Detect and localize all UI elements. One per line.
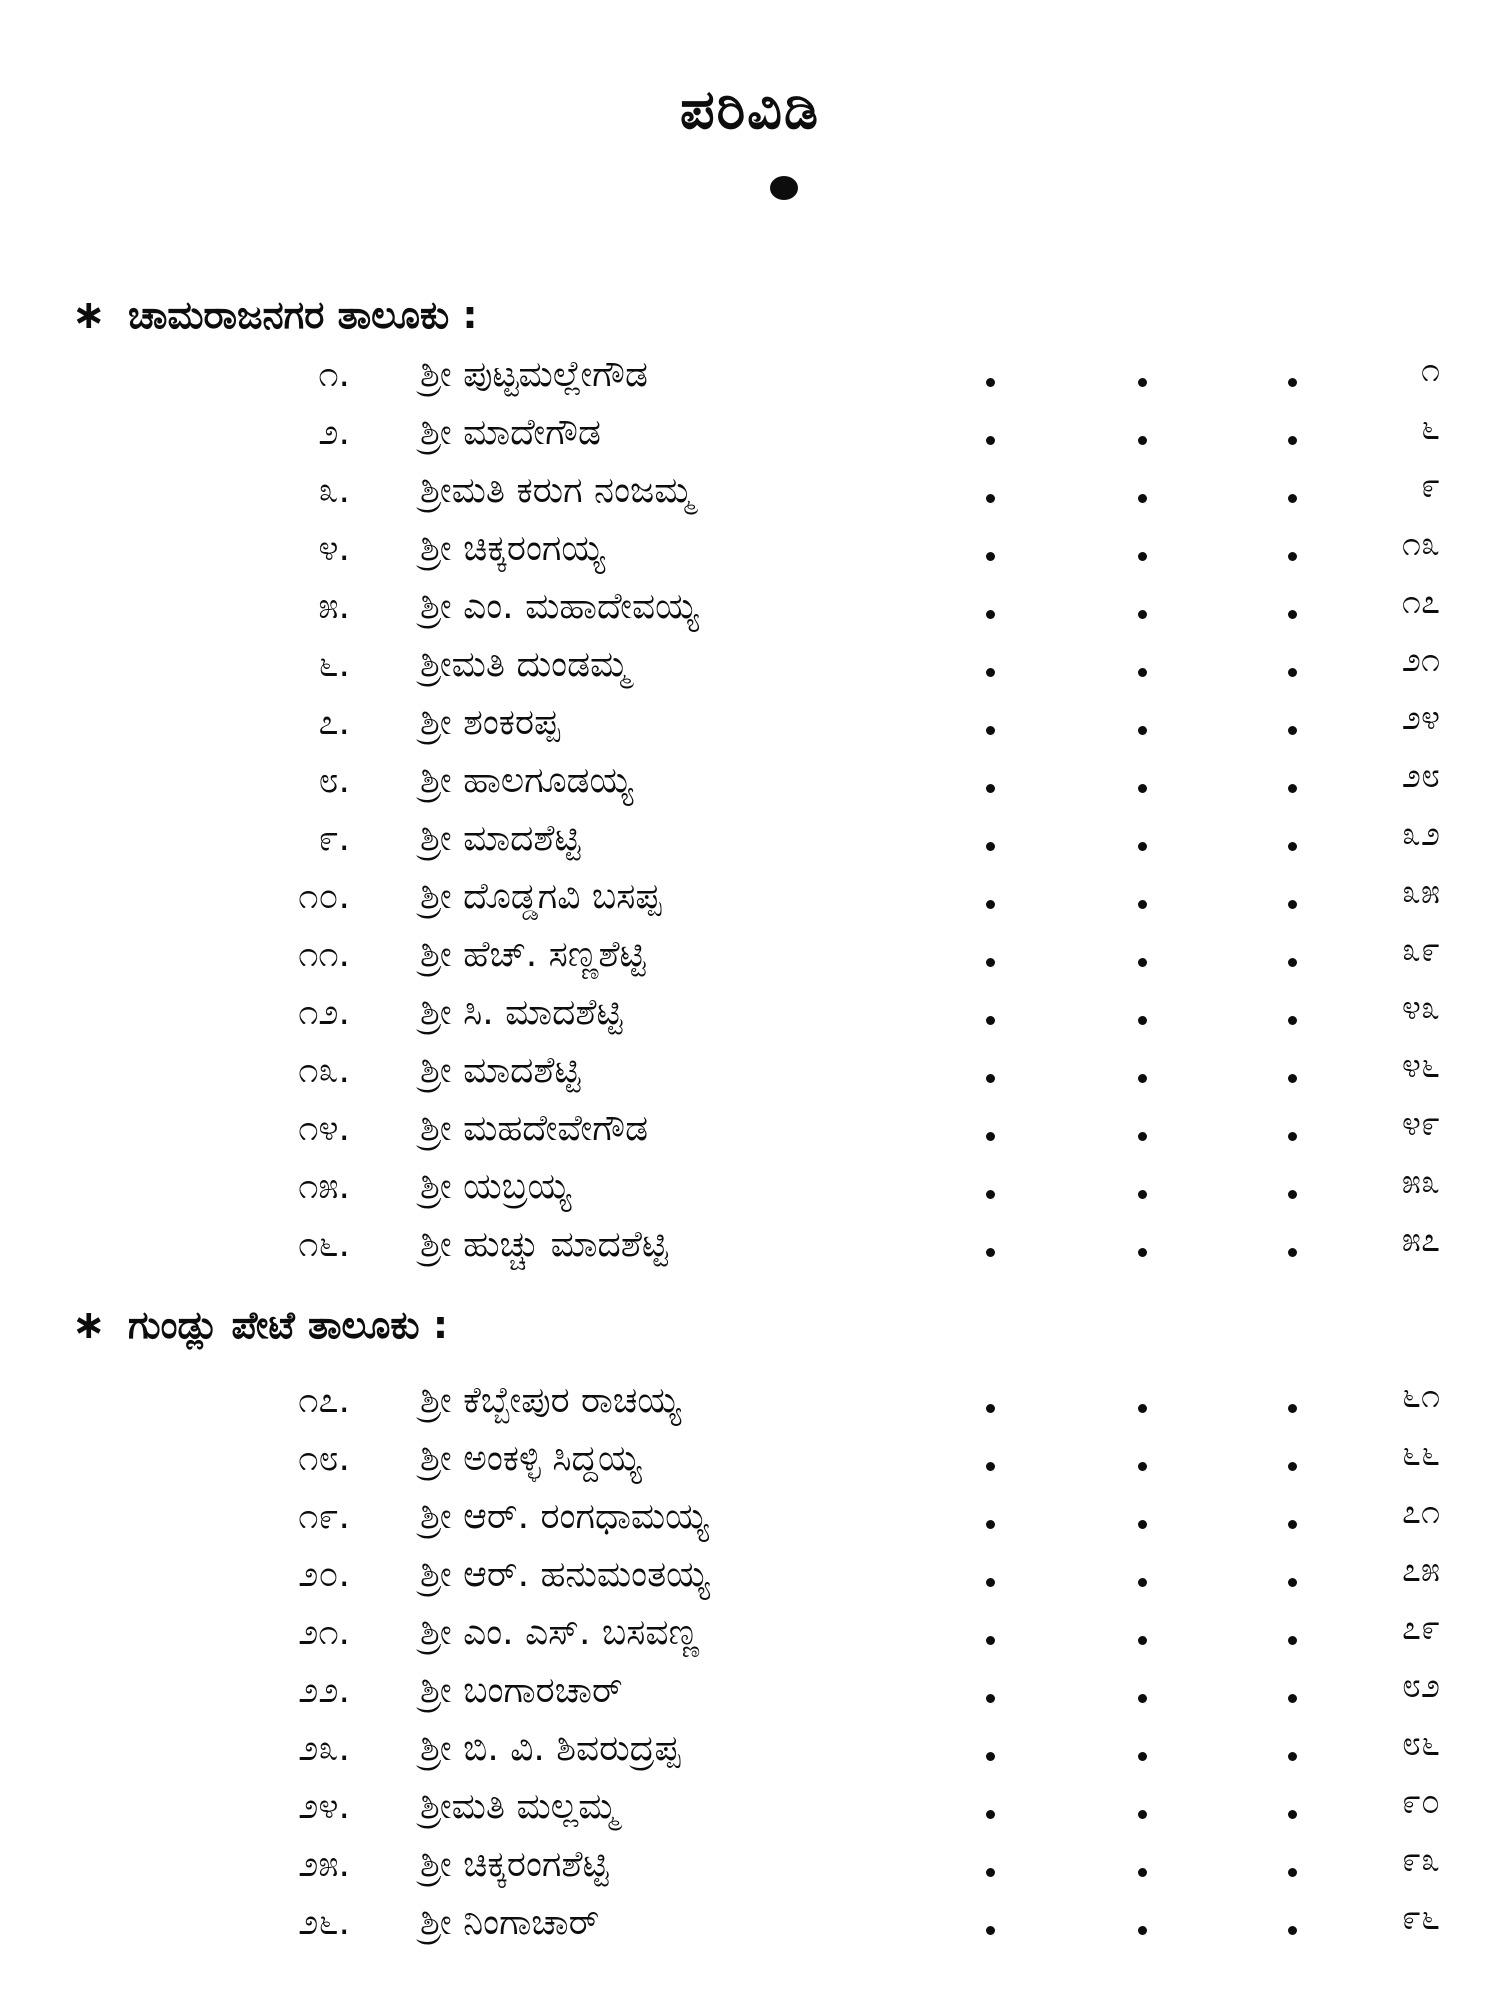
- leader-dot: [986, 1868, 995, 1877]
- entry-name: ಶ್ರೀ ಆರ್. ಹನುಮಂತಯ್ಯ: [420, 1554, 710, 1595]
- toc-entry[interactable]: [0, 1666, 1500, 1728]
- toc-entry[interactable]: [0, 1434, 1500, 1496]
- entry-number: ೨.: [318, 412, 350, 453]
- leader-dot: [986, 378, 995, 387]
- leader-dot: [1288, 1926, 1297, 1935]
- leader-dot: [1138, 436, 1147, 445]
- leader-dot: [986, 1694, 995, 1703]
- leader-dot: [986, 1016, 995, 1025]
- entry-number: ೧೬.: [298, 1224, 350, 1265]
- leader-dot: [1288, 1694, 1297, 1703]
- leader-dot: [986, 900, 995, 909]
- entry-number: ೩.: [318, 470, 350, 511]
- leader-dot: [1138, 552, 1147, 561]
- entry-name: ಶ್ರೀ ನಿಂಗಾಚಾರ್: [420, 1902, 600, 1943]
- leader-dot: [1288, 494, 1297, 503]
- leader-dot: [1138, 1752, 1147, 1761]
- entry-number: ೧೦.: [298, 876, 350, 917]
- entry-name: ಶ್ರೀ ಮಾದಶೆಟ್ಟಿ: [420, 1050, 581, 1091]
- toc-entry[interactable]: [0, 350, 1500, 412]
- leader-dot: [1288, 784, 1297, 793]
- entry-name: ಶ್ರೀ ಆರ್. ರಂಗಧಾಮಯ್ಯ: [420, 1496, 709, 1537]
- leader-dot: [1138, 668, 1147, 677]
- leader-dot: [1288, 610, 1297, 619]
- leader-dot: [1288, 1462, 1297, 1471]
- entry-number: ೧೪.: [298, 1108, 350, 1149]
- entry-page-number: ೪೬: [1401, 1046, 1440, 1086]
- toc-entry[interactable]: [0, 640, 1500, 702]
- leader-dot: [1288, 1578, 1297, 1587]
- toc-entry[interactable]: [0, 1782, 1500, 1844]
- leader-dot: [1138, 842, 1147, 851]
- leader-dot: [1288, 1074, 1297, 1083]
- entry-name: ಶ್ರೀಮತಿ ಕರುಗ ನಂಜಮ್ಮ: [420, 470, 694, 511]
- entry-page-number: ೨೮: [1401, 756, 1440, 796]
- leader-dot: [986, 610, 995, 619]
- leader-dot: [1288, 1016, 1297, 1025]
- leader-dot: [1138, 958, 1147, 967]
- entry-number: ೨೦.: [298, 1554, 350, 1595]
- entry-number: ೧೫.: [298, 1166, 350, 1207]
- entry-number: ೨೪.: [298, 1786, 350, 1827]
- toc-entry[interactable]: [0, 1376, 1500, 1438]
- entry-name: ಶ್ರೀಮತಿ ಮಲ್ಲಮ್ಮ: [420, 1786, 618, 1827]
- entry-number: ೫.: [318, 586, 350, 627]
- leader-dot: [986, 1578, 995, 1587]
- leader-dot: [986, 1248, 995, 1257]
- toc-entry[interactable]: [0, 1898, 1500, 1960]
- entry-page-number: ೨೧: [1401, 640, 1440, 680]
- leader-dot: [986, 1520, 995, 1529]
- entry-page-number: ೩೨: [1401, 814, 1440, 854]
- toc-entry[interactable]: [0, 408, 1500, 470]
- entry-name: ಶ್ರೀ ಬಿ. ವಿ. ಶಿವರುದ್ರಪ್ಪ: [420, 1728, 681, 1769]
- toc-entry[interactable]: [0, 582, 1500, 644]
- leader-dot: [1138, 610, 1147, 619]
- leader-dot: [986, 1190, 995, 1199]
- leader-dot: [1138, 1810, 1147, 1819]
- toc-entry[interactable]: [0, 872, 1500, 934]
- toc-entry[interactable]: [0, 930, 1500, 992]
- entry-page-number: ೨೪: [1401, 698, 1440, 738]
- leader-dot: [1288, 1810, 1297, 1819]
- toc-entry[interactable]: [0, 756, 1500, 818]
- entry-name: ಶ್ರೀ ಹುಚ್ಚು ಮಾದಶೆಟ್ಟಿ: [420, 1224, 669, 1265]
- entry-number: ೧.: [318, 354, 350, 395]
- entry-page-number: ೯೦: [1401, 1782, 1440, 1822]
- section-heading: [72, 1302, 448, 1348]
- entry-page-number: ೮೬: [1401, 1724, 1440, 1764]
- leader-dot: [1138, 1248, 1147, 1257]
- leader-dot: [1138, 1016, 1147, 1025]
- leader-dot: [1138, 1694, 1147, 1703]
- entry-page-number: ೩೫: [1401, 872, 1440, 912]
- entry-number: ೧೩.: [298, 1050, 350, 1091]
- leader-dot: [986, 1926, 995, 1935]
- leader-dot: [1288, 1404, 1297, 1413]
- toc-entry[interactable]: [0, 1724, 1500, 1786]
- entry-page-number: ೫೩: [1401, 1162, 1440, 1202]
- leader-dot: [986, 1752, 995, 1761]
- leader-dot: [986, 1462, 995, 1471]
- leader-dot: [1138, 1074, 1147, 1083]
- leader-dot: [1138, 726, 1147, 735]
- leader-dot: [986, 842, 995, 851]
- entry-number: ೨೬.: [298, 1902, 350, 1943]
- entry-number: ೮.: [318, 760, 350, 801]
- leader-dot: [1138, 1132, 1147, 1141]
- leader-dot: [1288, 1520, 1297, 1529]
- leader-dot: [1288, 900, 1297, 909]
- entry-page-number: ೫೭: [1401, 1220, 1440, 1260]
- entry-page-number: ೬: [1420, 408, 1440, 448]
- toc-entry[interactable]: [0, 1608, 1500, 1670]
- leader-dot: [986, 494, 995, 503]
- leader-dot: [1138, 784, 1147, 793]
- toc-entry[interactable]: [0, 1220, 1500, 1282]
- toc-entry[interactable]: [0, 1162, 1500, 1224]
- entry-page-number: ೯೬: [1401, 1898, 1440, 1938]
- entry-name: ಶ್ರೀ ಪುಟ್ಟಮಲ್ಲೇಗೌಡ: [420, 354, 648, 395]
- entry-name: ಶ್ರೀ ಶಂಕರಪ್ಪ: [420, 702, 560, 743]
- entry-page-number: ೯೩: [1401, 1840, 1440, 1880]
- leader-dot: [986, 552, 995, 561]
- leader-dot: [1138, 1578, 1147, 1587]
- section-heading: [72, 292, 478, 338]
- leader-dot: [1138, 1636, 1147, 1645]
- leader-dot: [986, 436, 995, 445]
- toc-entry[interactable]: [0, 466, 1500, 528]
- leader-dot: [1288, 1190, 1297, 1199]
- leader-dot: [1288, 1132, 1297, 1141]
- section-heading-label: ಗುಂಡ್ಲು ಪೇಟೆ ತಾಲೂಕು :: [128, 1303, 449, 1347]
- leader-dot: [1288, 842, 1297, 851]
- entry-name: ಶ್ರೀ ಬಂಗಾರಚಾರ್: [420, 1670, 623, 1711]
- entry-name: ಶ್ರೀ ಎಂ. ಮಹಾದೇವಯ್ಯ: [420, 586, 699, 627]
- leader-dot: [1288, 552, 1297, 561]
- entry-number: ೯.: [318, 818, 350, 859]
- leader-dot: [1138, 1520, 1147, 1529]
- entry-number: ೭.: [318, 702, 350, 743]
- entry-page-number: ೪೩: [1401, 988, 1440, 1028]
- entry-name: ಶ್ರೀ ಮಹದೇವೇಗೌಡ: [420, 1108, 649, 1149]
- leader-dot: [986, 1636, 995, 1645]
- entry-number: ೧೭.: [298, 1380, 350, 1421]
- entry-number: ೧೨.: [298, 992, 350, 1033]
- entry-name: ಶ್ರೀ ಚಿಕ್ಕರಂಗಯ್ಯ: [420, 528, 605, 569]
- asterisk-icon: ∗: [72, 292, 106, 338]
- asterisk-icon: ∗: [72, 1302, 106, 1348]
- entry-page-number: ೬೬: [1401, 1434, 1440, 1474]
- leader-dot: [1138, 1404, 1147, 1413]
- leader-dot: [1138, 378, 1147, 387]
- page-title: ಪರಿವಿಡಿ: [680, 78, 820, 141]
- leader-dot: [1288, 436, 1297, 445]
- toc-entry[interactable]: [0, 524, 1500, 586]
- entry-page-number: ೪೯: [1401, 1104, 1440, 1144]
- toc-entry[interactable]: [0, 698, 1500, 760]
- entry-number: ೪.: [318, 528, 350, 569]
- toc-entry[interactable]: [0, 1550, 1500, 1612]
- entry-page-number: ೭೯: [1401, 1608, 1440, 1648]
- entry-name: ಶ್ರೀ ಹೆಚ್. ಸಣ್ಣಶೆಟ್ಟಿ: [420, 934, 646, 975]
- leader-dot: [986, 784, 995, 793]
- leader-dot: [986, 668, 995, 677]
- entry-number: ೨೩.: [298, 1728, 350, 1769]
- entry-page-number: ೭೧: [1401, 1492, 1440, 1532]
- leader-dot: [1138, 494, 1147, 503]
- leader-dot: [1138, 1190, 1147, 1199]
- toc-entry[interactable]: [0, 1492, 1500, 1554]
- leader-dot: [986, 1404, 995, 1413]
- entry-name: ಶ್ರೀ ಅಂಕಳ್ಳಿ ಸಿದ್ದಯ್ಯ: [420, 1438, 642, 1479]
- leader-dot: [1138, 1462, 1147, 1471]
- leader-dot: [1288, 1868, 1297, 1877]
- entry-name: ಶ್ರೀ ಚಿಕ್ಕರಂಗಶೆಟ್ಟಿ: [420, 1844, 609, 1885]
- entry-name: ಶ್ರೀ ದೊಡ್ಡಗವಿ ಬಸಪ್ಪ: [420, 876, 662, 917]
- entry-name: ಶ್ರೀ ಕೆಬ್ಬೇಪುರ ರಾಚಯ್ಯ: [420, 1380, 681, 1421]
- entry-number: ೨೧.: [298, 1612, 350, 1653]
- entry-page-number: ೧೭: [1401, 582, 1440, 622]
- leader-dot: [1288, 958, 1297, 967]
- entry-name: ಶ್ರೀ ಯಬ್ರಯ್ಯ: [420, 1166, 572, 1207]
- toc-entry[interactable]: [0, 1046, 1500, 1108]
- leader-dot: [1288, 1248, 1297, 1257]
- toc-entry[interactable]: [0, 814, 1500, 876]
- entry-number: ೧೯.: [298, 1496, 350, 1537]
- entry-name: ಶ್ರೀ ಎಂ. ಎಸ್. ಬಸವಣ್ಣ: [420, 1612, 700, 1653]
- leader-dot: [1288, 726, 1297, 735]
- entry-name: ಶ್ರೀ ಮಾದಶೆಟ್ಟಿ: [420, 818, 581, 859]
- leader-dot: [1288, 378, 1297, 387]
- leader-dot: [986, 1074, 995, 1083]
- leader-dot: [986, 958, 995, 967]
- entry-name: ಶ್ರೀ ಹಾಲಗೂಡಯ್ಯ: [420, 760, 634, 801]
- entry-page-number: ೬೧: [1401, 1376, 1440, 1416]
- toc-entry[interactable]: [0, 988, 1500, 1050]
- title-bullet: [770, 176, 798, 200]
- leader-dot: [986, 726, 995, 735]
- leader-dot: [986, 1810, 995, 1819]
- entry-page-number: ೩೯: [1401, 930, 1440, 970]
- entry-number: ೧೮.: [298, 1438, 350, 1479]
- entry-page-number: ೧೩: [1401, 524, 1440, 564]
- leader-dot: [986, 1132, 995, 1141]
- entry-name: ಶ್ರೀ ಮಾದೇಗೌಡ: [420, 412, 601, 453]
- leader-dot: [1288, 668, 1297, 677]
- toc-entry[interactable]: [0, 1104, 1500, 1166]
- leader-dot: [1138, 1868, 1147, 1877]
- entry-number: ೬.: [318, 644, 350, 685]
- entry-page-number: ೯: [1420, 466, 1440, 506]
- entry-number: ೨೨.: [298, 1670, 350, 1711]
- leader-dot: [1138, 1926, 1147, 1935]
- entry-name: ಶ್ರೀಮತಿ ದುಂಡಮ್ಮ: [420, 644, 630, 685]
- section-heading-label: ಚಾಮರಾಜನಗರ ತಾಲೂಕು :: [128, 293, 478, 337]
- entry-number: ೧೧.: [298, 934, 350, 975]
- leader-dot: [1288, 1752, 1297, 1761]
- leader-dot: [1288, 1636, 1297, 1645]
- leader-dot: [1138, 900, 1147, 909]
- entry-page-number: ೧: [1420, 350, 1440, 390]
- entry-name: ಶ್ರೀ ಸಿ. ಮಾದಶೆಟ್ಟಿ: [420, 992, 623, 1033]
- entry-page-number: ೮೨: [1401, 1666, 1440, 1706]
- entry-number: ೨೫.: [298, 1844, 350, 1885]
- toc-entry[interactable]: [0, 1840, 1500, 1902]
- entry-page-number: ೭೫: [1401, 1550, 1440, 1590]
